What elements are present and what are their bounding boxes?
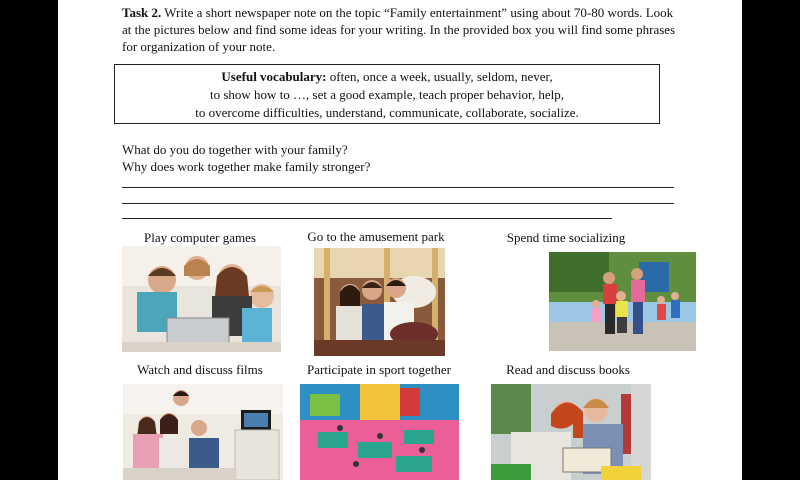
- vocabulary-text-1: often, once a week, usually, seldom, never,: [326, 69, 553, 84]
- park-walk-photo: [549, 252, 696, 351]
- vocabulary-box: [114, 64, 660, 124]
- family-laptop-photo: [122, 246, 281, 352]
- vocabulary-line-3: to overcome difficulties, understand, communicate, collaborate, socialize.: [195, 105, 579, 120]
- vocabulary-line-1: [115, 68, 659, 86]
- worksheet-page: [58, 0, 742, 480]
- vocabulary-line-2: to show how to …, set a good example, teach proper behavior, help,: [210, 87, 564, 102]
- vocabulary-label: Useful vocabulary:: [221, 69, 327, 84]
- task-text: Write a short newspaper note on the topic “Family entertainment” using about 70-80 words. Look at the pictures below and find some ideas for your writing. In the provided box you will find some phrases for organization of your note.: [122, 5, 676, 54]
- question-2: Why does work together make family stronger?: [122, 159, 371, 174]
- task-label: Task 2.: [122, 5, 162, 20]
- caption-watch-films: Watch and discuss films: [137, 362, 263, 377]
- caption-socializing: Spend time socializing: [506, 230, 626, 245]
- caption-play-computer-games: Play computer games: [144, 230, 256, 245]
- answer-line-3[interactable]: [122, 218, 612, 219]
- answer-line-2[interactable]: [122, 203, 674, 204]
- reading-photo: [491, 384, 651, 480]
- caption-sport-together: Participate in sport together: [306, 362, 452, 377]
- sport-hall-photo: [300, 384, 459, 480]
- answer-line-1[interactable]: [122, 187, 674, 188]
- caption-amusement-park: Go to the amusement park: [307, 229, 445, 244]
- task-instructions: [122, 4, 682, 55]
- caption-read-books: Read and discuss books: [506, 362, 630, 377]
- question-1: What do you do together with your family?: [122, 142, 348, 157]
- carousel-photo: [314, 248, 445, 356]
- family-tv-photo: [123, 384, 283, 480]
